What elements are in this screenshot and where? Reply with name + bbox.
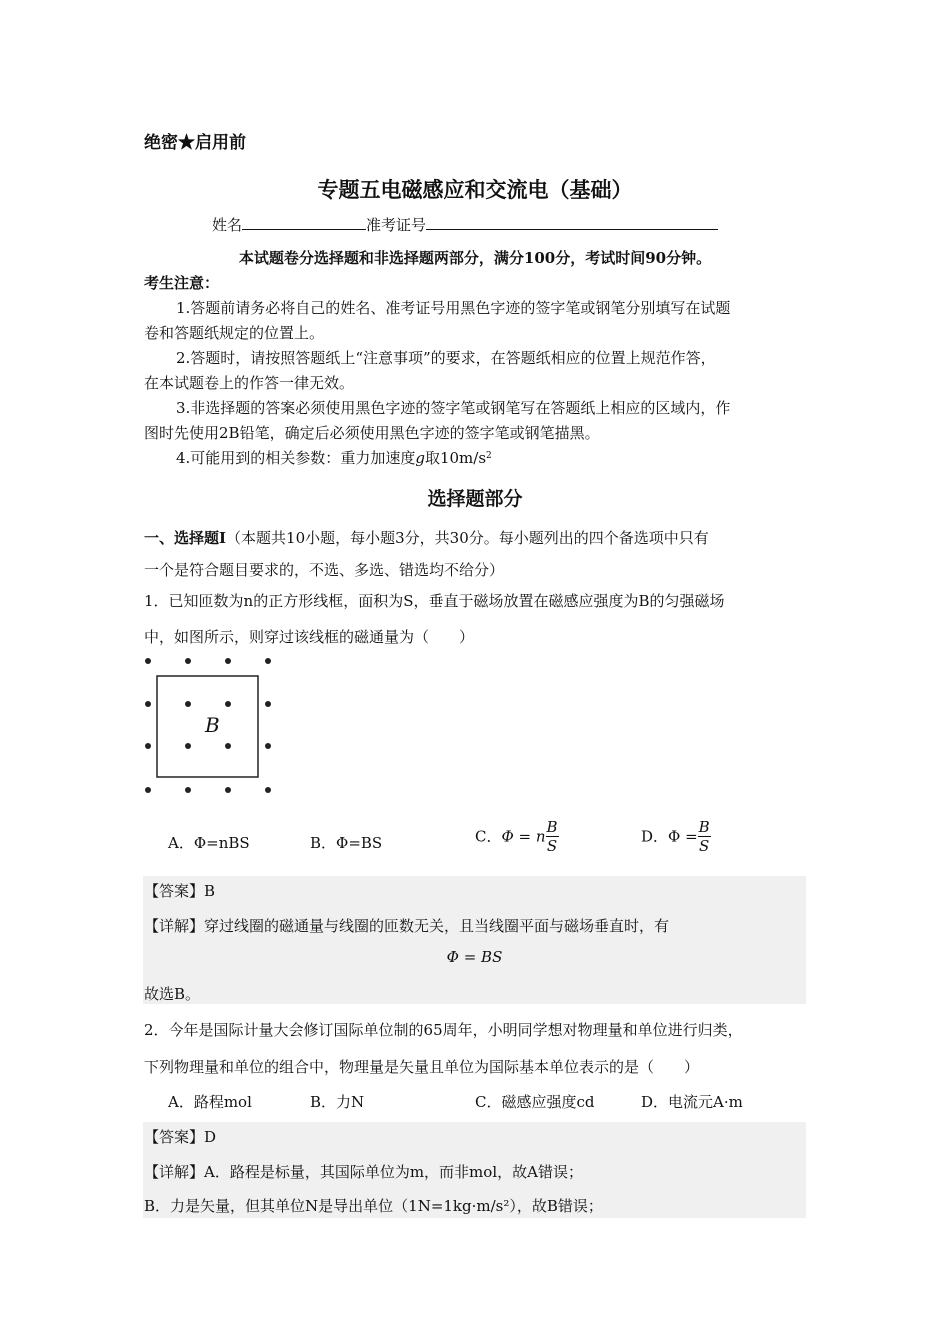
q1-option-c[interactable] (475, 818, 559, 855)
name-label: 姓名 (212, 216, 243, 234)
q1-option-b[interactable]: B．Φ=BS (310, 834, 383, 852)
notice-item-2-line1: 2.答题时，请按照答题纸上“注意事项”的要求，在答题纸相应的位置上规范作答， (176, 349, 716, 367)
notice-item-1-line2: 卷和答题纸规定的位置上。 (144, 324, 325, 342)
q1-option-a[interactable]: A．Φ=nBS (168, 834, 250, 852)
page-title: 专题五电磁感应和交流电（基础） (317, 177, 633, 202)
q2-option-c[interactable]: C．磁感应强度cd (475, 1093, 595, 1111)
q2-answer: 【答案】D (144, 1128, 217, 1146)
q2-detail-line2: B．力是矢量，但其单位N是导出单位（1N=1kg·m/s²），故B错误； (144, 1197, 603, 1215)
gravity-symbol: g (415, 449, 425, 467)
q2-stem-line1: 2．今年是国际计量大会修订国际单位制的65周年，小明同学想对物理量和单位进行归类， (144, 1021, 743, 1039)
notice-item-4-prefix: 4.可能用到的相关参数：重力加速度 (176, 449, 416, 467)
gravity-exponent: 2 (486, 451, 492, 461)
q1-option-c-fraction (546, 818, 559, 855)
exam-note: 本试题卷分选择题和非选择题两部分，满分100分，考试时间90分钟。 (238, 249, 712, 267)
notice-item-1-line1: 1.答题前请务必将自己的姓名、准考证号用黑色字迹的签字笔或钢笔分别填写在试题 (176, 299, 731, 317)
notice-item-4 (176, 448, 492, 468)
section-heading-line1 (144, 528, 709, 548)
id-blank[interactable] (426, 214, 718, 230)
name-line (212, 214, 718, 235)
q1-option-d[interactable] (641, 818, 711, 855)
q1-option-c-lhs: Φ = n (501, 827, 546, 846)
notice-item-2-line2: 在本试题卷上的作答一律无效。 (144, 374, 355, 392)
q1-conclusion: 故选B。 (144, 985, 201, 1003)
q2-answer-block (143, 1122, 806, 1218)
q2-option-a[interactable]: A．路程mol (168, 1093, 252, 1111)
q1-stem-line1: 1．已知匝数为n的正方形线框，面积为S，垂直于磁场放置在磁感应强度为B的匀强磁场 (144, 592, 725, 610)
notice-item-3-line1: 3.非选择题的答案必须使用黑色字迹的签字笔或钢笔写在答题纸上相应的区域内，作 (176, 399, 731, 417)
q1-detail: 【详解】穿过线圈的磁通量与线圈的匝数无关，且当线圈平面与磁场垂直时，有 (144, 917, 670, 935)
q1-stem-line2: 中，如图所示，则穿过该线框的磁通量为（ ） (144, 628, 475, 646)
q1-option-d-lhs: Φ = (668, 827, 698, 846)
q1-option-d-label: D． (641, 827, 669, 846)
section-heading-bold: 一、选择题Ⅰ (144, 529, 227, 547)
fraction-denominator: S (546, 837, 558, 855)
q1-answer: 【答案】B (144, 882, 216, 900)
q2-detail-line1: 【详解】A．路程是标量，其国际单位为m，而非mol，故A错误； (144, 1163, 583, 1181)
section-heading-line2: 一个是符合题目要求的，不选、多选、错选均不给分） (144, 561, 505, 579)
q2-stem-line2: 下列物理量和单位的组合中，物理量是矢量且单位为国际基本单位表示的是（ ） (144, 1058, 700, 1076)
field-label: B (205, 713, 220, 737)
q1-formula: Φ = BS (446, 948, 503, 966)
notice-item-3-line2: 图时先使用2B铅笔，确定后必须使用黑色字迹的签字笔或钢笔描黑。 (144, 424, 600, 442)
q1-magnetic-field-figure (138, 650, 278, 800)
section-title: 选择题部分 (427, 488, 523, 510)
fraction-numerator: B (698, 818, 710, 836)
section-heading-text: （本题共10小题，每小题3分，共30分。每小题列出的四个备选项中只有 (226, 529, 709, 547)
name-blank[interactable] (242, 214, 366, 230)
q1-answer-block (143, 876, 806, 1004)
fraction-denominator: S (699, 837, 710, 855)
notice-item-4-mid: 取 (424, 449, 440, 467)
secret-mark: 绝密★启用前 (144, 133, 246, 153)
fraction-numerator: B (546, 818, 558, 836)
id-label: 准考证号 (366, 216, 427, 234)
q1-option-c-label: C． (475, 827, 502, 846)
q2-option-d[interactable]: D．电流元A·m (641, 1093, 743, 1111)
notice-heading: 考生注意： (144, 274, 220, 292)
q1-option-d-fraction (698, 818, 711, 855)
q2-option-b[interactable]: B．力N (310, 1093, 365, 1111)
gravity-value: 10m/s (439, 449, 487, 467)
